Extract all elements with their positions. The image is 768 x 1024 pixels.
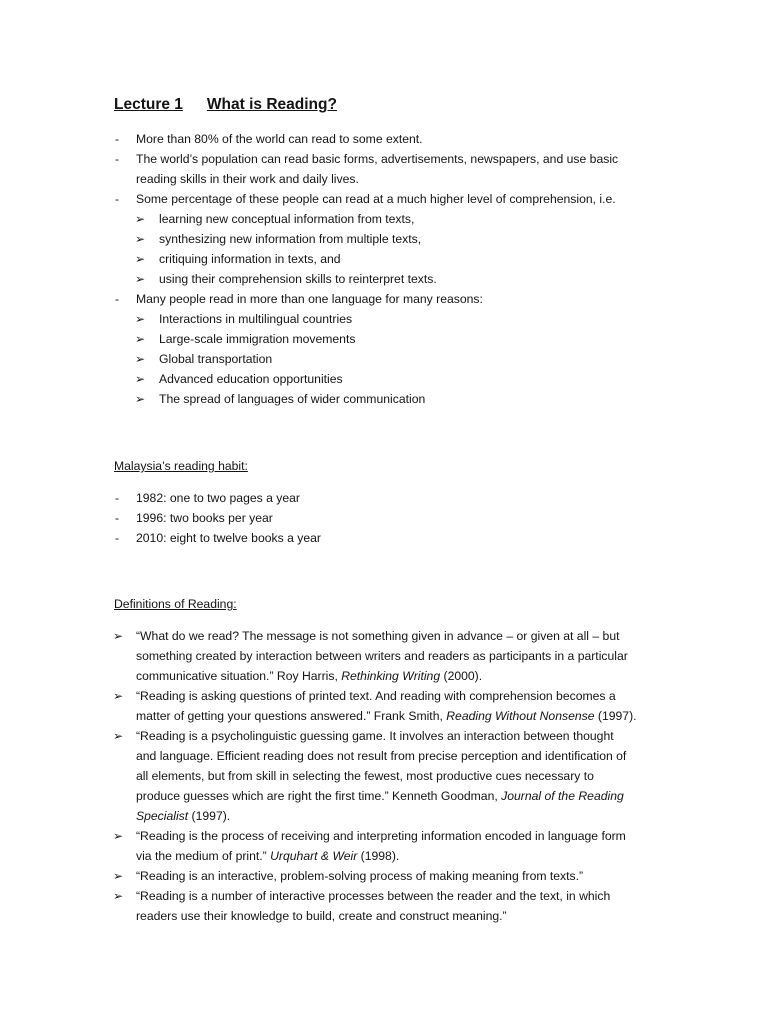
dash-bullet: - [115, 531, 120, 545]
malaysia-list [0, 488, 768, 548]
dash-bullet: - [115, 511, 120, 525]
source-title: Urquhart & Weir [270, 849, 358, 863]
source-title: Specialist [136, 809, 189, 823]
arrow-bullet-icon: ➢ [135, 232, 146, 246]
definitions-heading: Definitions of Reading: [114, 597, 237, 611]
sub-list-item: ➢ learning new conceptual information from texts, [0, 209, 768, 229]
source-title: Journal of the Reading [501, 789, 624, 803]
definition-item: ➢ “Reading is a number of interactive processes between the reader and the text, in which [0, 886, 768, 906]
sub-list-item: ➢ Global transportation [0, 349, 768, 369]
list-item: - The world’s population can read basic forms, advertisements, newspapers, and use basic [0, 149, 768, 169]
dash-bullet: - [115, 132, 120, 146]
list-item: - Many people read in more than one language for many reasons: [0, 289, 768, 309]
lecture-number: Lecture 1 [114, 96, 183, 113]
list-item: - More than 80% of the world can read to some extent. [0, 129, 768, 149]
definition-item: ➢ “Reading is a psycholinguistic guessing game. It involves an interaction between thought [0, 726, 768, 746]
definition-item: ➢ “Reading is asking questions of printed text. And reading with comprehension becomes a [0, 686, 768, 706]
sub-list-item: ➢ The spread of languages of wider communication [0, 389, 768, 409]
arrow-bullet-icon: ➢ [135, 272, 146, 286]
source-title: Rethinking Writing [341, 669, 441, 683]
facts-list [0, 129, 768, 409]
sub-list-item: ➢ Advanced education opportunities [0, 369, 768, 389]
malaysia-heading: Malaysia’s reading habit: [114, 459, 248, 473]
definitions-list: ➢ “What do we read? The message is not something given in advance – or given at all – but something created by interaction between writers and readers as participants in a particular communicative situation.” Roy Harris, Rethinking Writing (2000). ➢ “Reading is asking questions of printed text. And reading with comprehension becomes a matter of getting your questions answered.” Frank Smith, Reading Without Nonsense (1997). ➢ “Reading is a psycholinguistic guessing game. It involves an interaction between thought and language. Efficient reading does not result from precise perception and identification of all elements, but from skill in selecting the fewest, most productive cues necessary to produce guesses which are right the first time.” Kenneth Goodman, Journal of the Reading Specialist (1997). ➢ “Reading is the process of receiving and interpreting information encoded in language form via the medium of print.” Urquhart & Weir (1998). ➢ “Reading is an interactive, problem-solving process of making meaning from texts.” ➢ “Reading is a number of interactive processes between the reader and the text, in which readers use their knowledge to build, create and construct meaning.” [0, 626, 768, 926]
arrow-bullet-icon: ➢ [135, 392, 146, 406]
arrow-bullet-icon: ➢ [113, 869, 124, 883]
source-title: Reading Without Nonsense [446, 709, 595, 723]
sub-list-item: ➢ using their comprehension skills to reinterpret texts. [0, 269, 768, 289]
arrow-bullet-icon: ➢ [135, 352, 146, 366]
list-item: - 1982: one to two pages a year [0, 488, 768, 508]
sub-list-item: ➢ critiquing information in texts, and [0, 249, 768, 269]
arrow-bullet-icon: ➢ [113, 829, 124, 843]
page-title [114, 93, 337, 117]
dash-bullet: - [115, 292, 120, 306]
arrow-bullet-icon: ➢ [135, 312, 146, 326]
dash-bullet: - [115, 491, 120, 505]
sub-list-item: ➢ Large-scale immigration movements [0, 329, 768, 349]
arrow-bullet-icon: ➢ [135, 252, 146, 266]
arrow-bullet-icon: ➢ [113, 689, 124, 703]
arrow-bullet-icon: ➢ [113, 889, 124, 903]
dash-bullet: - [115, 192, 120, 206]
definition-item: ➢ “What do we read? The message is not something given in advance – or given at all – but [0, 626, 768, 646]
arrow-bullet-icon: ➢ [135, 332, 146, 346]
dash-bullet: - [115, 152, 120, 166]
sub-list-item: ➢ Interactions in multilingual countries [0, 309, 768, 329]
definition-item: ➢ “Reading is the process of receiving and interpreting information encoded in language form [0, 826, 768, 846]
arrow-bullet-icon: ➢ [113, 629, 124, 643]
sub-list-item: ➢ synthesizing new information from multiple texts, [0, 229, 768, 249]
list-item-continuation: reading skills in their work and daily lives. [136, 172, 359, 186]
arrow-bullet-icon: ➢ [135, 372, 146, 386]
list-item: - 1996: two books per year [0, 508, 768, 528]
list-item: - Some percentage of these people can read at a much higher level of comprehension, i.e. [0, 189, 768, 209]
lecture-topic: What is Reading? [206, 96, 337, 113]
arrow-bullet-icon: ➢ [113, 729, 124, 743]
list-item: - 2010: eight to twelve books a year [0, 528, 768, 548]
definition-item: ➢ “Reading is an interactive, problem-solving process of making meaning from texts.” [0, 866, 768, 886]
arrow-bullet-icon: ➢ [135, 212, 146, 226]
